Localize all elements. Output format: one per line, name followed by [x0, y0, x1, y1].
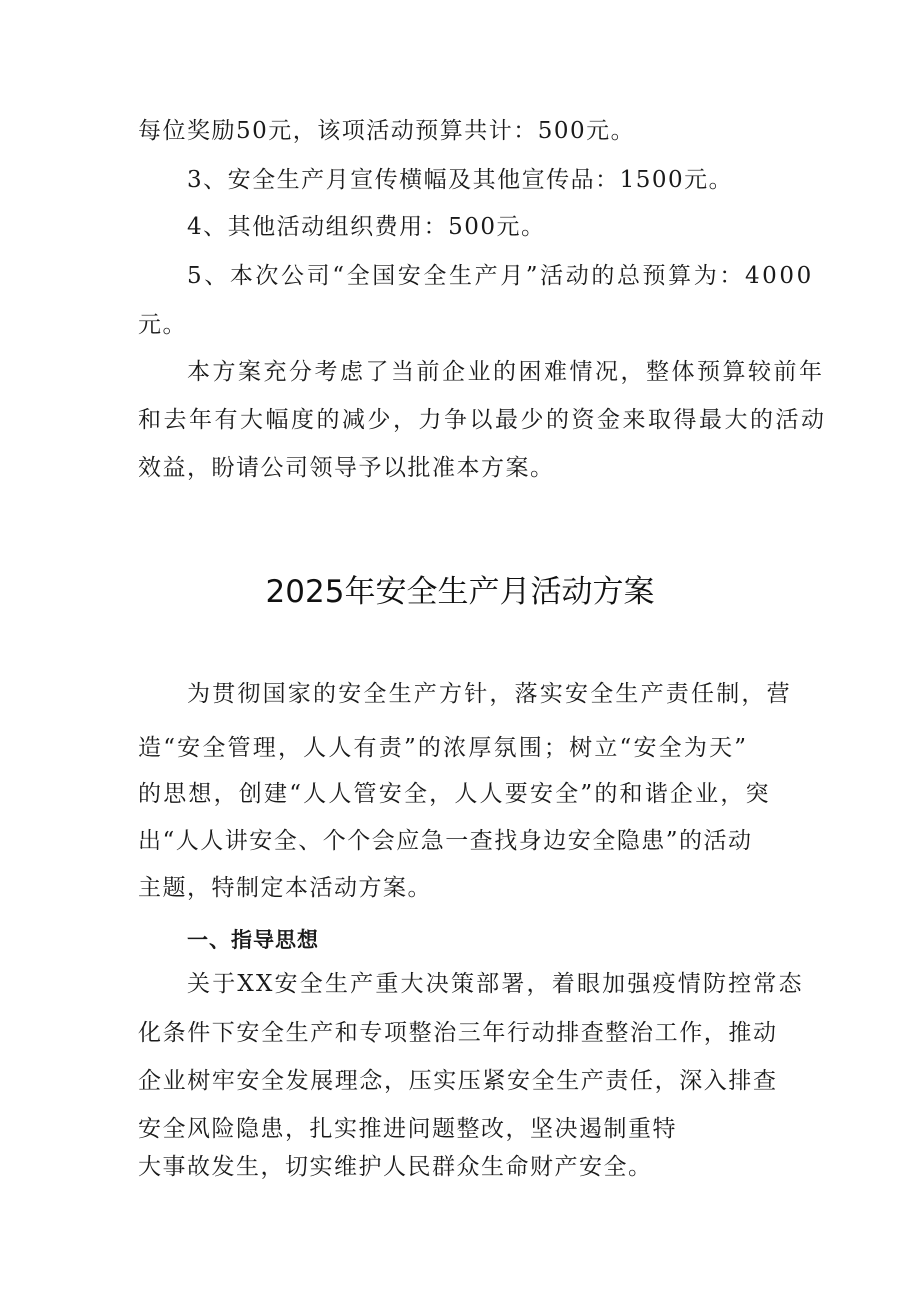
section-heading: 一、指导思想 [187, 928, 319, 952]
budget-item-4: 4、其他活动组织费用：500元。 [187, 214, 546, 240]
intro-paragraph-line: 为贯彻国家的安全生产方针，落实安全生产责任制，营 [187, 681, 792, 707]
closing-paragraph-line: 本方案充分考虑了当前企业的困难情况，整体预算较前年 [187, 359, 825, 385]
intro-paragraph-line: 造“安全管理，人人有责”的浓厚氛围；树立“安全为天” [138, 735, 749, 761]
closing-paragraph-line: 效益，盼请公司领导予以批准本方案。 [138, 455, 555, 481]
closing-paragraph-line: 和去年有大幅度的减少，力争以最少的资金来取得最大的活动 [138, 407, 827, 433]
intro-paragraph-line: 主题，特制定本活动方案。 [138, 875, 432, 901]
budget-item-5-continuation: 元。 [138, 312, 187, 338]
budget-item-5: 5、本次公司“全国安全生产月”活动的总预算为：4000 [187, 263, 814, 289]
intro-paragraph-line: 出“人人讲安全、个个会应急一查找身边安全隐患”的活动 [138, 828, 753, 854]
section-paragraph-line: 关于XX安全生产重大决策部署，着眼加强疫情防控常态 [187, 971, 804, 997]
budget-item-3: 3、安全生产月宣传横幅及其他宣传品：1500元。 [187, 167, 734, 193]
intro-paragraph-line: 的思想，创建“人人管安全，人人要安全”的和谐企业，突 [138, 781, 771, 807]
section-paragraph-line: 大事故发生，切实维护人民群众生命财产安全。 [138, 1154, 653, 1180]
budget-text-line: 每位奖励50元，该项活动预算共计：500元。 [138, 118, 636, 144]
section-paragraph-line: 企业树牢安全发展理念，压实压紧安全生产责任，深入排查 [138, 1068, 778, 1094]
section-paragraph-line: 化条件下安全生产和专项整治三年行动排查整治工作，推动 [138, 1020, 778, 1046]
section-paragraph-line: 安全风险隐患，扎实推进问题整改，坚决遏制重特 [138, 1116, 677, 1142]
document-title: 2025年安全生产月活动方案 [265, 574, 655, 610]
